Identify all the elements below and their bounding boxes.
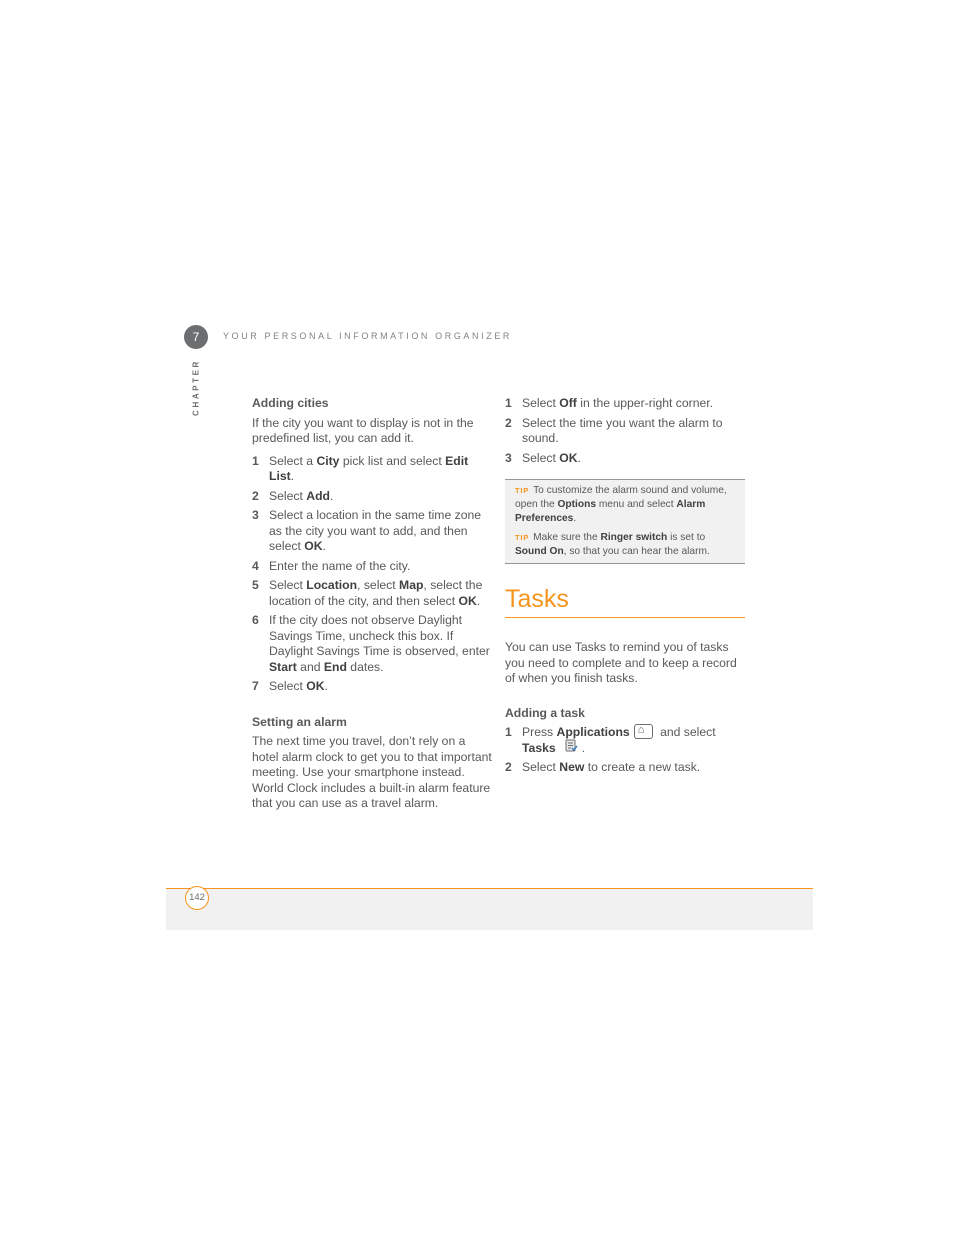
tip-box [505,479,745,564]
tip-label: TIP [515,486,530,495]
tasks-intro: You can use Tasks to remind you of tasks you need to complete and to keep a record of when you finish tasks. [505,640,737,685]
applications-key-icon [634,724,653,739]
tasks-section-title: Tasks [505,584,745,618]
list-item: 1 Select Off in the upper-right corner. [505,396,714,410]
list-item: 2 Select the time you want the alarm to sound. [505,415,723,445]
setting-alarm-body: The next time you travel, don’t rely on a hotel alarm clock to get you to that important meeting. Use your smartphone instead. World Clock includes a built-in alarm feature that you can use as a travel alarm. [252,734,492,810]
adding-cities-steps [252,454,492,695]
alarm-steps [505,396,745,466]
list-item: 7 Select OK. [252,679,328,693]
adding-task-heading: Adding a task [505,705,585,720]
setting-alarm-heading: Setting an alarm [252,714,347,729]
running-head: YOUR PERSONAL INFORMATION ORGANIZER [223,331,513,341]
left-column [252,396,492,819]
list-item: 3 Select a location in the same time zone as the city you want to add, and then select OK. [252,508,482,553]
chapter-vertical-label: CHAPTER [191,359,201,416]
tasks-app-icon [564,739,578,753]
list-item: 2 Select Add. [252,488,334,503]
list-item: 2 Select New to create a new task. [505,760,701,774]
tip-ringer-switch: TIP Make sure the Ringer switch is set to Sound On, so that you can hear the alarm. [515,532,710,557]
list-item: 6 If the city does not observe Daylight Savings Time, uncheck this box. If Daylight Savings Time is observed, enter Start and End dates. [252,613,490,674]
list-item: 1 Select a City pick list and select Edit List. [252,453,469,483]
list-item: 5 Select Location, select Map, select the location of the city, and then select OK. [252,578,483,608]
tip-alarm-preferences: TIP To customize the alarm sound and volume, open the Options menu and select Alarm Preferences. [515,485,727,524]
tip-label: TIP [515,533,530,542]
footer-band [166,888,813,930]
right-column [505,396,745,780]
adding-cities-heading: Adding cities [252,396,329,410]
adding-task-steps [505,725,745,776]
chapter-number-badge: 7 [184,325,208,349]
list-item: 1 Press Applications⌂ and select Tasks . [505,725,745,756]
list-item: 4 Enter the name of the city. [252,558,411,573]
page-number: 142 [185,886,209,910]
adding-cities-intro: If the city you want to display is not in the predefined list, you can add it. [252,415,474,445]
list-item: 3 Select OK. [505,450,581,465]
